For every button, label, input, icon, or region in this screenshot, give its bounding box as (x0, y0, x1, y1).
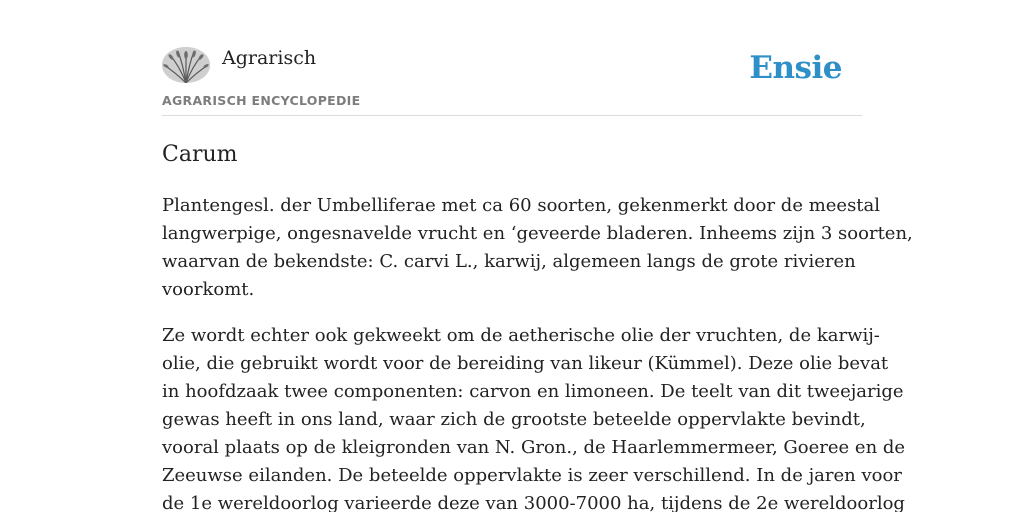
wheat-icon[interactable] (162, 47, 210, 83)
paragraph-line: Zeeuwse eilanden. De beteelde oppervlakte is zeer verschillend. In de jaren voor (162, 465, 902, 486)
page-title: Carum (162, 142, 238, 167)
paragraph-line: langwerpige, ongesnavelde vrucht en ‘geveerde bladeren. Inheems zijn 3 soorten, (162, 223, 913, 244)
paragraph (162, 192, 913, 304)
paragraph-line: gewas heeft in ons land, waar zich de grootste beteelde oppervlakte bevindt, (162, 409, 866, 430)
paragraph-line: voorkomt. (162, 279, 255, 300)
article-body (162, 192, 913, 512)
paragraph-line: vooral plaats op de kleigronden van N. Gron., de Haarlemmermeer, Goeree en de (162, 437, 906, 458)
paragraph-line: de 1e wereldoorlog varieerde deze van 3000-7000 ha, tijdens de 2e wereldoorlog (162, 493, 905, 512)
paragraph-line: olie, die gebruikt wordt voor de bereiding van likeur (Kümmel). Deze olie bevat (162, 353, 889, 374)
source-subtitle: AGRARISCH ENCYCLOPEDIE (162, 93, 361, 108)
header (162, 0, 862, 116)
paragraph-line: in hoofdzaak twee componenten: carvon en limoneen. De teelt van dit tweejarige (162, 381, 904, 402)
source-name[interactable]: Agrarisch (222, 47, 317, 69)
paragraph-line: Ze wordt echter ook gekweekt om de aetherische olie der vruchten, de karwij- (162, 325, 880, 346)
paragraph (162, 322, 906, 512)
paragraph-line: Plantengesl. der Umbelliferae met ca 60 soorten, gekenmerkt door de meestal (162, 195, 881, 216)
content-container (162, 0, 913, 512)
ensie-logo-link[interactable]: Ensie (749, 50, 842, 86)
paragraph-line: waarvan de bekendste: C. carvi L., karwij, algemeen langs de grote rivieren (162, 251, 856, 272)
